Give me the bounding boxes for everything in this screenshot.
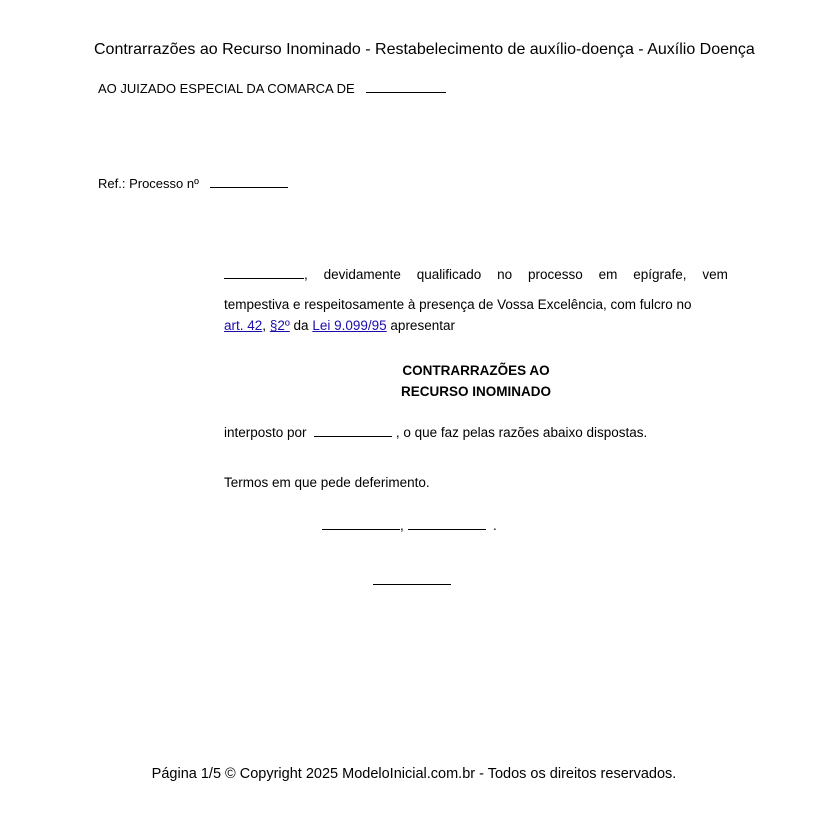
place-blank xyxy=(322,518,400,530)
body-line-2-text: tempestiva e respeitosamente à presença de Vossa Excelência, com fulcro no xyxy=(224,297,692,312)
body-word: devidamente xyxy=(323,267,401,282)
closing-text: Termos em que pede deferimento. xyxy=(224,475,430,490)
interposto-suffix: , o que faz pelas razões abaixo dispostas. xyxy=(395,425,648,440)
body-word: processo xyxy=(528,267,583,282)
body-line-1 xyxy=(224,266,728,284)
body-word: epígrafe, xyxy=(633,267,687,282)
party-name-blank xyxy=(224,267,304,279)
interposto-prefix: interposto por xyxy=(224,425,307,440)
lei-9099-link[interactable]: Lei 9.099/95 xyxy=(312,318,387,333)
apresentar-text: apresentar xyxy=(390,318,455,333)
body-word: qualificado xyxy=(416,267,482,282)
da-text: da xyxy=(293,318,309,333)
process-number-blank xyxy=(210,176,288,188)
heading-line-1: CONTRARRAZÕES AO xyxy=(402,363,550,378)
process-reference xyxy=(98,176,288,192)
comma: , xyxy=(262,318,267,333)
process-reference-label: Ref.: Processo nº xyxy=(98,176,199,191)
signature-blank xyxy=(373,573,451,585)
body-line-2 xyxy=(224,296,728,314)
document-title xyxy=(0,40,828,62)
document-heading xyxy=(300,360,652,402)
body-word: , xyxy=(304,267,308,282)
signature-line xyxy=(373,572,451,590)
body-word: no xyxy=(497,267,513,282)
addressee-text: AO JUIZADO ESPECIAL DA COMARCA DE xyxy=(98,81,355,96)
body-line-3 xyxy=(224,317,728,335)
addressee-line xyxy=(98,81,446,97)
document-title-text: Contrarrazões ao Recurso Inominado - Restabelecimento de auxílio-doença - Auxílio Doença xyxy=(94,41,755,58)
party-name-group xyxy=(224,266,308,284)
body-word: vem xyxy=(702,267,728,282)
interposto-line xyxy=(224,424,647,442)
date-blank xyxy=(408,518,486,530)
art-42-link[interactable]: art. 42 xyxy=(224,318,263,333)
appellant-blank xyxy=(314,425,392,437)
place-date-comma: , xyxy=(400,518,404,533)
place-date-line xyxy=(322,517,497,535)
place-date-period: . xyxy=(493,518,497,533)
heading-line-2: RECURSO INOMINADO xyxy=(400,384,551,399)
comarca-blank xyxy=(366,81,446,93)
page-footer: Página 1/5 © Copyright 2025 ModeloInicial.com.br - Todos os direitos reservados. xyxy=(151,766,677,782)
paragraph-2-link[interactable]: §2º xyxy=(269,318,290,333)
body-word: em xyxy=(598,267,618,282)
